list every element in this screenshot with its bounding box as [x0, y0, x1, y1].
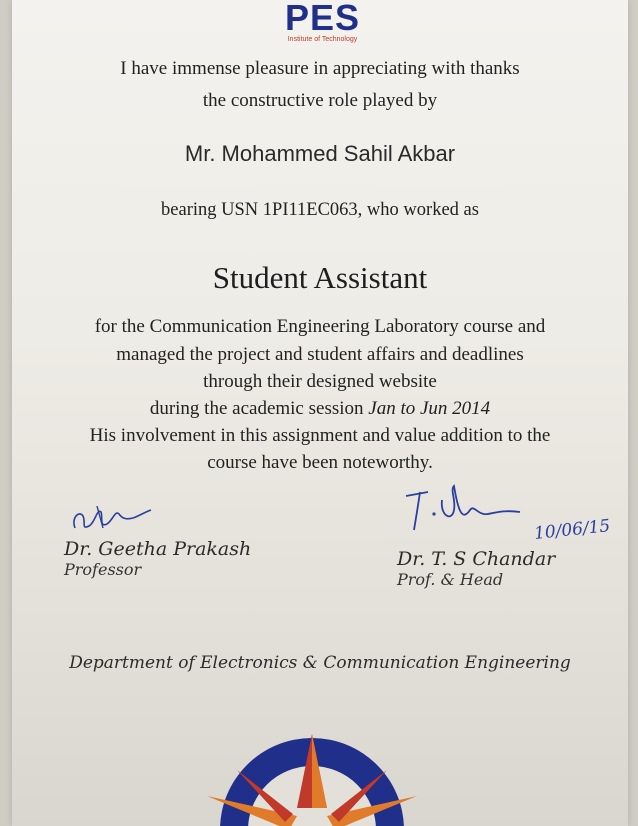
signature-date: 10/06/15: [533, 516, 612, 544]
institute-logo: [12, 0, 628, 44]
signatory-left-title: Professor: [64, 560, 142, 579]
signatory-right-title: Prof. & Head: [397, 570, 504, 589]
session-prefix: during the academic session: [149, 398, 369, 419]
role-title: Student Assistant: [212, 260, 428, 295]
body-line-3: through their designed website: [203, 371, 437, 392]
recipient-name: Mr. Mohammed Sahil Akbar: [184, 141, 456, 166]
body-line-4: [12, 398, 628, 420]
department-name: Department of Electronics & Communication Engineering: [69, 653, 571, 673]
certificate-paper: [12, 0, 628, 826]
signatory-right: [397, 482, 555, 589]
signatory-right-name: Dr. T. S Chandar: [397, 548, 556, 570]
academic-session: Jan to Jun 2014: [368, 398, 491, 419]
signatory-left-name: Dr. Geetha Prakash: [64, 538, 252, 560]
body-line-1: for the Communication Engineering Laboratory course and: [94, 316, 546, 337]
body-line-6: course have been noteworthy.: [207, 452, 433, 473]
compass-emblem: [197, 730, 427, 826]
logo-subtitle: Institute of Technology: [287, 36, 358, 43]
body-line-2: managed the project and student affairs and deadlines: [116, 344, 524, 365]
usn-line: bearing USN 1PI11EC063, who worked as: [161, 200, 479, 220]
signatory-left: [64, 498, 251, 579]
body-line-5: His involvement in this assignment and value addition to the: [89, 425, 551, 446]
intro-line-1: I have immense pleasure in appreciating with thanks: [120, 58, 520, 79]
intro-line-2: the constructive role played by: [202, 90, 438, 111]
logo-mark: PES: [284, 0, 361, 38]
